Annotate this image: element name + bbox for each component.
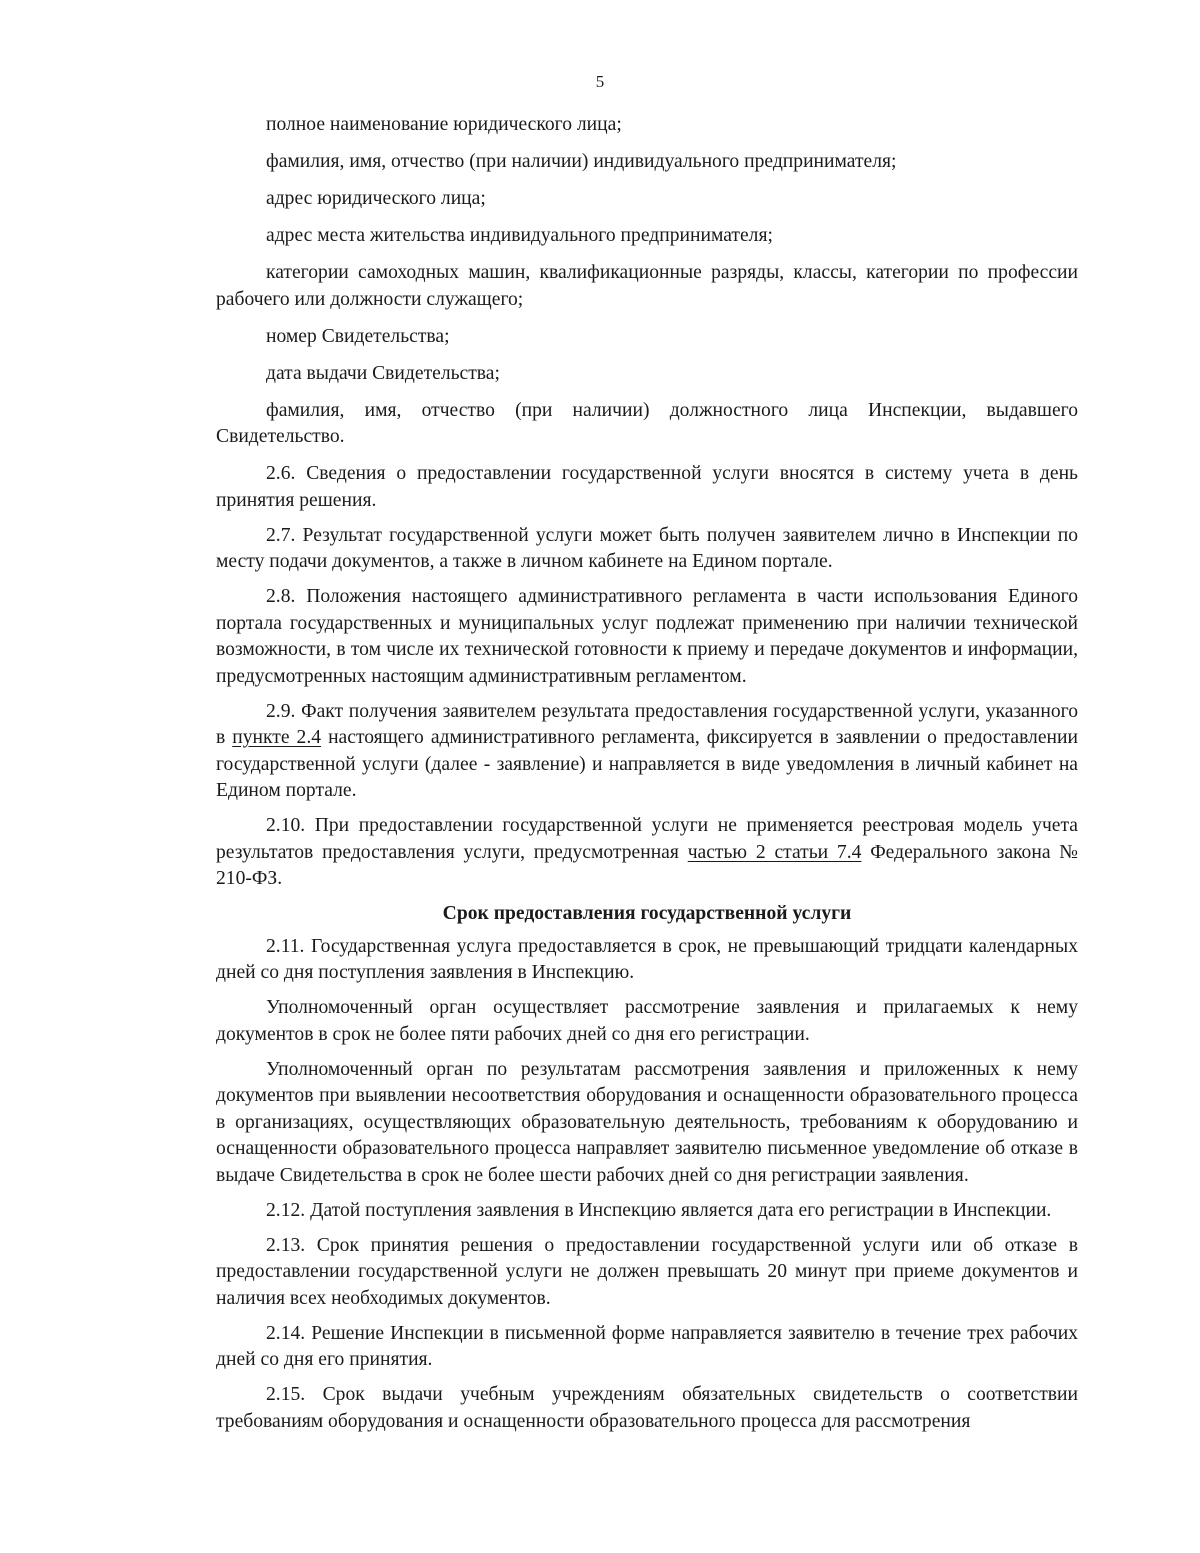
list-item-legal-entity-name: полное наименование юридического лица; [266,114,622,135]
list-item-entrepreneur-address: адрес места жительства индивидуального предпринимателя; [266,225,773,246]
paragraph-2-13: 2.13. Срок принятия решения о предоставлении государственной услуги или об отказе в предоставлении государственной услуги не должен превышать 20 минут при приеме документов и наличия всех необходимых документов. [216,1234,1078,1309]
paragraph-2-11: 2.11. Государственная услуга предоставляется в срок, не превышающий тридцати календарных дней со дня поступления заявления в Инспекцию. [216,935,1078,983]
list-item-entrepreneur-name: фамилия, имя, отчество (при наличии) индивидуального предпринимателя; [266,151,897,172]
paragraph-authority-review: Уполномоченный орган осуществляет рассмотрение заявления и прилагаемых к нему документов в срок не более пяти рабочих дней со дня его регистрации. [216,997,1078,1045]
paragraph-2-10-text-before: 2.10. При предоставлении государственной услуги не применяется реестровая модель учета результатов предоставления услуги, предусмотренная [216,815,1078,863]
paragraph-2-15: 2.15. Срок выдачи учебным учреждениям обязательных свидетельств о соответствии требованиям оборудования и оснащенности образовательного процесса для рассмотрения [216,1384,1078,1432]
paragraph-2-7: 2.7. Результат государственной услуги может быть получен заявителем лично в Инспекции по месту подачи документов, а также в личном кабинете на Едином портале. [216,524,1078,572]
paragraph-2-9 [216,699,1078,805]
paragraph-2-12: 2.12. Датой поступления заявления в Инспекцию является дата его регистрации в Инспекции. [266,1199,1052,1221]
document-body [216,112,1078,1444]
list-item-certificate-number: номер Свидетельства; [266,325,450,347]
paragraph-2-10 [216,813,1078,893]
list-item-legal-entity-address: адрес юридического лица; [266,188,486,209]
link-article-7-4[interactable]: частью 2 статьи 7.4 [687,841,862,863]
link-clause-2-4[interactable]: пункте 2.4 [232,727,322,748]
list-item-official-name: фамилия, имя, отчество (при наличии) должностного лица Инспекции, выдавшего Свидетельство. [216,399,1078,447]
paragraph-authority-refusal: Уполномоченный орган по результатам рассмотрения заявления и приложенных к нему документов при выявлении несоответствия оборудования и оснащенности образовательного процесса в организациях, осуществляющих образовательную деятельность, требованиям к оборудованию и оснащенности образовательного процесса направляет заявителю письменное уведомление об отказе в выдаче Свидетельства в срок не более шести рабочих дней со дня регистрации заявления. [216,1058,1078,1186]
page-number: 5 [595,72,605,91]
list-item-machine-categories: категории самоходных машин, квалификационные разряды, классы, категории по профессии рабочего или должности служащего; [216,262,1078,310]
paragraph-2-6: 2.6. Сведения о предоставлении государственной услуги вносятся в систему учета в день принятия решения. [216,463,1078,511]
paragraph-2-10-text-after: Федерального закона № 210-ФЗ. [216,841,1079,889]
paragraph-2-8: 2.8. Положения настоящего административного регламента в части использования Единого портала государственных и муниципальных услуг подлежат применению при наличии технической возможности, в том числе их технической готовности к приему и передаче документов и информации, предусмотренных настоящим административным регламентом. [216,586,1078,687]
paragraph-2-9-text-before: 2.9. Факт получения заявителем результата предоставления государственной услуги, указанного в [216,700,1078,748]
section-heading: Срок предоставления государственной услуги [442,903,852,924]
paragraph-2-9-text-after: настоящего административного регламента, фиксируется в заявлении о предоставлении государственной услуги (далее - заявление) и направляется в виде уведомления в личный кабинет на Едином портале. [216,727,1078,801]
list-item-certificate-date: дата выдачи Свидетельства; [266,362,500,384]
paragraph-2-14: 2.14. Решение Инспекции в письменной форме направляется заявителю в течение трех рабочих дней со дня его принятия. [216,1322,1078,1370]
